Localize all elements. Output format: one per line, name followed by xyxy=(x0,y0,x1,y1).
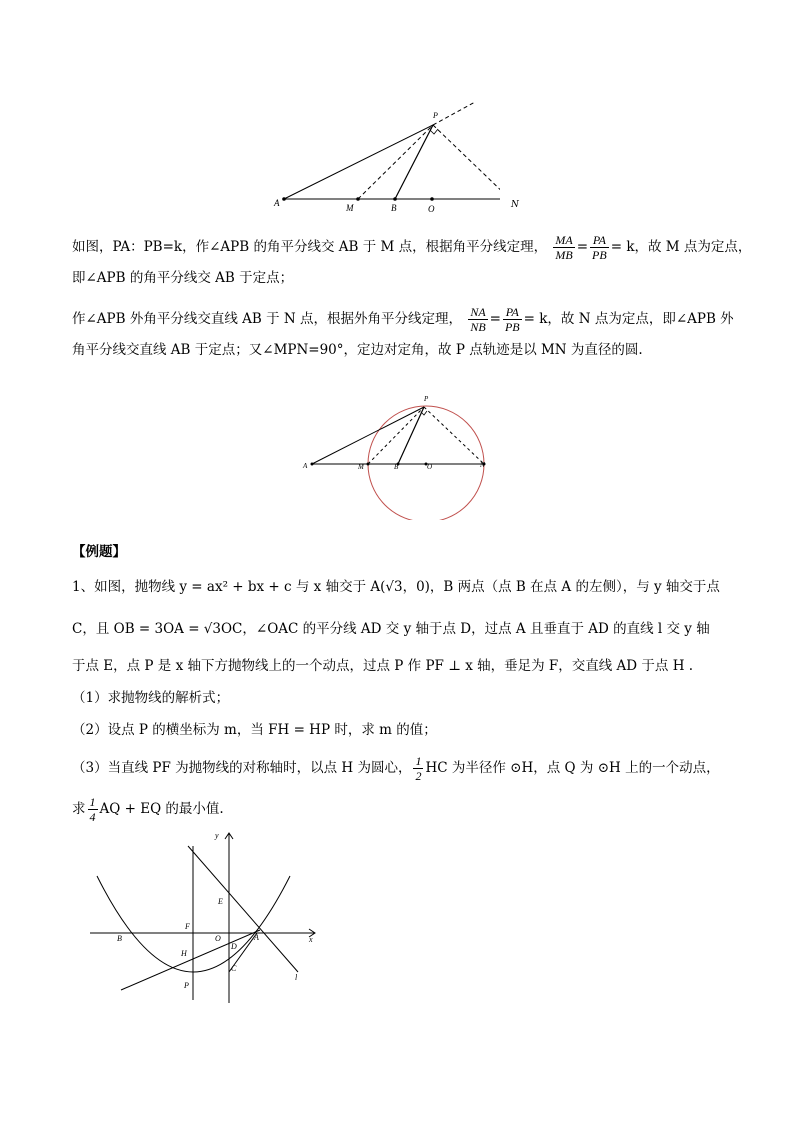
label-O-2: O xyxy=(427,463,433,471)
label-C: C xyxy=(231,964,237,973)
question-line2: C，且 OB = 3OA = √3OC，∠OAC 的平分线 AD 交 y 轴于点 D，过点 A 且垂直于 AD 的直线 l 交 y 轴 xyxy=(72,621,710,637)
label-y: y xyxy=(215,831,219,840)
fraction-pa-pb: $\frac{PA}{PB}$ xyxy=(592,233,607,262)
label-P: P xyxy=(433,111,438,120)
question-part3-line1: （3）当直线 PF 为抛物线的对称轴时，以点 H 为圆心， $\frac{1}{2}$ HC 为半径作 ⊙H，点 Q 为 ⊙H 上的一个动点， xyxy=(72,754,720,783)
label-x: x xyxy=(309,935,313,944)
label-A-3: A xyxy=(254,933,259,942)
para2-line2: 角平分线交直线 AB 于定点；又∠MPN=90°，定边对定角，故 P 点轨迹是以 MN 为直径的圆. xyxy=(72,342,643,358)
question-part2: （2）设点 P 的横坐标为 m，当 FH = HP 时，求 m 的值； xyxy=(72,722,437,738)
label-N-2: N xyxy=(480,461,485,469)
label-O: O xyxy=(428,204,435,214)
label-P-2: P xyxy=(424,395,429,403)
label-N: N xyxy=(511,200,519,210)
para1-line1: 如图，PA：PB=k，作∠APB 的角平分线交 AB 于 M 点，根据角平分线定理， $\frac{MA}{MB}$ = $\frac{PA}{PB}$ = k，故 M 点为定点， xyxy=(72,233,752,262)
fraction-one-quarter: $\frac{1}{4}$ xyxy=(89,795,96,824)
figure-circle-locus xyxy=(300,395,500,520)
fraction-pa-pb-2: $\frac{PA}{PB}$ xyxy=(504,305,520,334)
label-F: F xyxy=(185,922,190,931)
question-part3-line2: 求 $\frac{1}{4}$ AQ + EQ 的最小值. xyxy=(72,795,224,824)
fraction-na-nb: $\frac{NA}{NB}$ xyxy=(470,305,486,334)
label-M-2: M xyxy=(358,463,364,471)
fraction-one-half: $\frac{1}{2}$ xyxy=(415,754,422,783)
question-part1: （1）求抛物线的解析式； xyxy=(72,690,230,706)
label-A-2: A xyxy=(303,462,308,470)
label-l: l xyxy=(295,973,298,982)
para1-line2: 即∠APB 的角平分线交 AB 于定点； xyxy=(72,270,294,286)
label-E: E xyxy=(218,897,223,906)
question-line3: 于点 E，点 P 是 x 轴下方抛物线上的一个动点，过点 P 作 PF ⊥ x 轴，垂足为 F，交直线 AD 于点 H . xyxy=(72,658,694,674)
label-M: M xyxy=(346,203,354,213)
label-A: A xyxy=(274,198,280,208)
label-B-3: B xyxy=(117,934,122,943)
figure-angle-bisector xyxy=(260,96,500,218)
label-H: H xyxy=(181,949,187,958)
fraction-ma-mb: $\frac{MA}{MB}$ xyxy=(555,233,573,262)
label-B-2: B xyxy=(394,463,399,471)
question-line1: 1、如图，抛物线 y = ax² + bx + c 与 x 轴交于 A(√3，0)，B 两点（点 B 在点 A 的左侧），与 y 轴交于点 xyxy=(72,579,720,595)
label-O-3: O xyxy=(215,934,221,943)
para2-line1: 作∠APB 外角平分线交直线 AB 于 N 点，根据外角平分线定理， $\frac{NA}{NB}$ = $\frac{PA}{PB}$ = k，故 N 点为定点，即∠APB 外 xyxy=(72,305,734,334)
label-D: D xyxy=(231,942,237,951)
example-heading: 【例题】 xyxy=(72,544,126,560)
label-P-3: P xyxy=(184,981,189,990)
label-B: B xyxy=(391,203,397,213)
figure-parabola xyxy=(85,828,325,1008)
